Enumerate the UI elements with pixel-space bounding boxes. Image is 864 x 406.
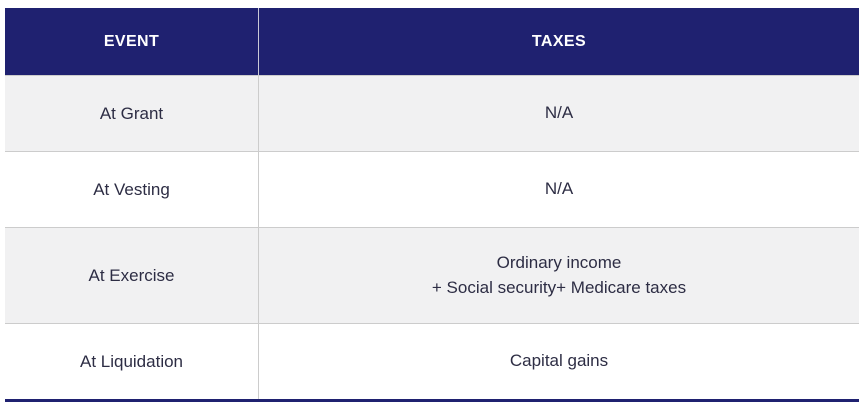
column-header-taxes: TAXES — [531, 32, 587, 50]
event-cell: At Grant — [5, 76, 259, 151]
taxes-table — [5, 8, 859, 402]
event-cell: At Liquidation — [5, 324, 259, 399]
table-row — [5, 151, 859, 227]
table-row — [5, 227, 859, 323]
table-header-row — [5, 8, 859, 75]
event-cell: At Vesting — [5, 152, 259, 227]
taxes-cell — [259, 76, 859, 151]
event-cell: At Exercise — [5, 228, 259, 323]
taxes-line: N/A — [544, 179, 574, 199]
taxes-line: Ordinary income — [496, 252, 622, 272]
column-header-event: EVENT — [5, 8, 259, 75]
table-row — [5, 75, 859, 151]
taxes-line: + Social security+ Medicare taxes — [431, 277, 687, 297]
taxes-cell — [259, 152, 859, 227]
taxes-line: N/A — [544, 103, 574, 123]
table-row — [5, 323, 859, 399]
taxes-cell — [259, 324, 859, 399]
taxes-cell — [259, 228, 859, 323]
taxes-line: Capital gains — [509, 351, 609, 371]
